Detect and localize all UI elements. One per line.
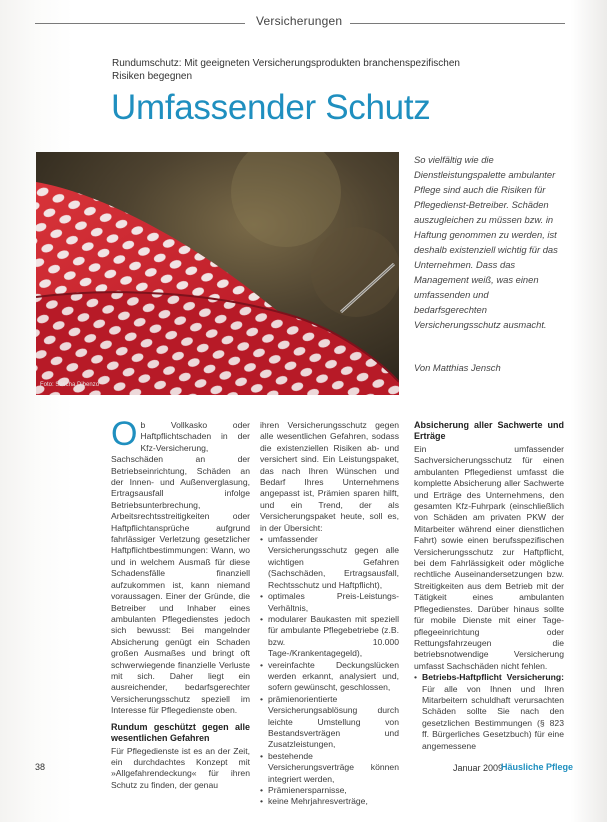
author-byline: Von Matthias Jensch: [414, 362, 501, 373]
article-dek: Rundumschutz: Mit geeigneten Versicherungsprodukten branchenspezifischen Risiken begegnen: [112, 58, 460, 82]
list-item: • bestehende Versicherungsverträge können integriert werden,: [260, 751, 399, 785]
list-item: • optimales Preis-Leistungs-Verhältnis,: [260, 591, 399, 614]
page-number: 38: [35, 762, 46, 772]
photo-credit: Foto: Sascha Dibenzo: [40, 382, 100, 388]
list-item: [414, 672, 564, 752]
column-3: [414, 420, 564, 751]
umbrella-illustration: [36, 152, 399, 395]
col1-paragraph-1: b Vollkasko oder Haftpflichtschaden in der Kfz-Versicherung, Sachschäden an der Betriebseinrichtung, Schäden an der Innen- und Außenverglasung, Ertragsausfall infolge Betriebsunterbrechung, Arbeitsrechtsstreitigkeiten oder Haftpflichtansprüche aufgrund fahrlässiger Verletzung gesetzlicher Haftpflichtbestimmungen: Wann, wo und in welchem Ausmaß für diese Schadensfälle finanziell aufzukommen ist, kann niemand voraussagen. Einer der Gründe, die Betreiber und Inhaber eines ambulanten Pflegedienstes jedoch sich bewusst: Bei mangelnder Absicherung genügt ein Schaden großen Ausmaßes und bringt oft schwerwiegende finanzielle Verluste mit sich. Daher liegt ein ausreichender, bedarfsgerechter Versicherungsschutz speziell im Interesse für Pflegedienste oben.: [111, 420, 250, 716]
col3-bullet-list: [414, 672, 564, 752]
list-item: • Prämienersparnisse,: [260, 785, 399, 796]
col1-subheading: Rundum geschützt gegen alle wesentlichen Gefahren: [111, 721, 250, 743]
col2-paragraph-1: ihren Versicherungsschutz gegen alle wesentlichen Gefahren, sodass die existenziellen Risiken ab- und versichert sind. Ein Leistungspaket, das nach Ihren Wünschen und Bedarf Ihres Unternehmens angepasst ist, Prämien sparen hilft, und ein Trend, der als Versicherungspaket heute, soll es, in der Übersicht:: [260, 420, 399, 533]
list-item: • prämienorientierte Versicherungsablösung durch leichte Umstellung von Bestandsverträgen und Zusatzleistungen,: [260, 694, 399, 751]
col2-bullet-list: [260, 534, 399, 808]
intro-text: So vielfältig wie die Dienstleistungspalette ambulanter Pflege sind auch die Risiken für Pflegedienst-Betreiber. Schäden auszugleichen zu müssen bzw. in Haftung genommen zu werden, ist deshalb existenziell wichtig für das Unternehmen. Dass das Management weiß, was einen umfassenden und bedarfsgerechten Versicherungsschutz ausmacht.: [414, 154, 558, 330]
umbrella-photo: [36, 152, 399, 395]
bullet-lead: Betriebs-Haftpflicht Versicherung:: [422, 672, 564, 683]
column-1: [111, 415, 250, 790]
magazine-name: Häusliche Pflege: [501, 762, 574, 772]
header-rule-left: [35, 23, 245, 24]
column-2: [260, 420, 399, 807]
section-label: Versicherungen: [256, 14, 343, 28]
issue-date: Januar 2009: [453, 763, 504, 773]
drop-cap: O: [111, 415, 138, 453]
col3-paragraph-1: Ein umfassender Sachversicherungsschutz für einen ambulanten Pflegedienst umfasst die komplette Absicherung aller Sachwerte und Erträge des Unternehmens, den gesamten Kfz-Fuhrpark (einschließlich von Schäden am privaten PKW der Mitarbeiter während einer dienstlichen Fahrt) sowie einen berufsspezifischen Versicherungsschutz zur Haftpflicht, bei dem Fahrlässigkeit oder mögliche rechtliche Auseinandersetzungen bzw. Streitigkeiten aus dem Betrieb mit der Tätigkeit eines ambulanten Pflegedienstes. Darüber hinaus sollte für mobile Dienste mit einer Tage-pflegeeinrichtung oder Rettungsfahrzeugen die betriebsnotwendige Versicherung umfasst Sachschäden nicht fehlen.: [414, 444, 564, 671]
list-item: • umfassender Versicherungsschutz gegen alle wichtigen Gefahren (Sachschäden, Ertragsausfall, Rechtsschutz und Haftpflicht),: [260, 534, 399, 591]
list-item: • keine Mehrjahresverträge,: [260, 796, 399, 807]
list-item: • modularer Baukasten mit speziell für ambulante Pflegebetriebe (z.B. bzw. 10.000 Tage-/Krankentagegeld),: [260, 614, 399, 660]
list-item: • vereinfachte Deckungslücken werden erkannt, analysiert und, sofern gewünscht, geschlossen,: [260, 660, 399, 694]
col3-subheading: Absicherung aller Sachwerte und Erträge: [414, 420, 564, 441]
bullet-text: Für alle von Ihnen und Ihren Mitarbeitern schuldhaft verursachten Schäden sollte Sie nach den gesetzlichen Bestimmungen (§ 823 ff. Bürgerliches Gesetzbuch) für eine angemessene: [422, 683, 564, 751]
header-rule-right: [350, 23, 565, 24]
col1-paragraph-2: Für Pflegedienste ist es an der Zeit, ein durchdachtes Konzept mit »Allgefahrendeckung« für ihren Schutz zu finden, der genau: [111, 745, 250, 790]
article-title: Umfassender Schutz: [111, 88, 431, 127]
